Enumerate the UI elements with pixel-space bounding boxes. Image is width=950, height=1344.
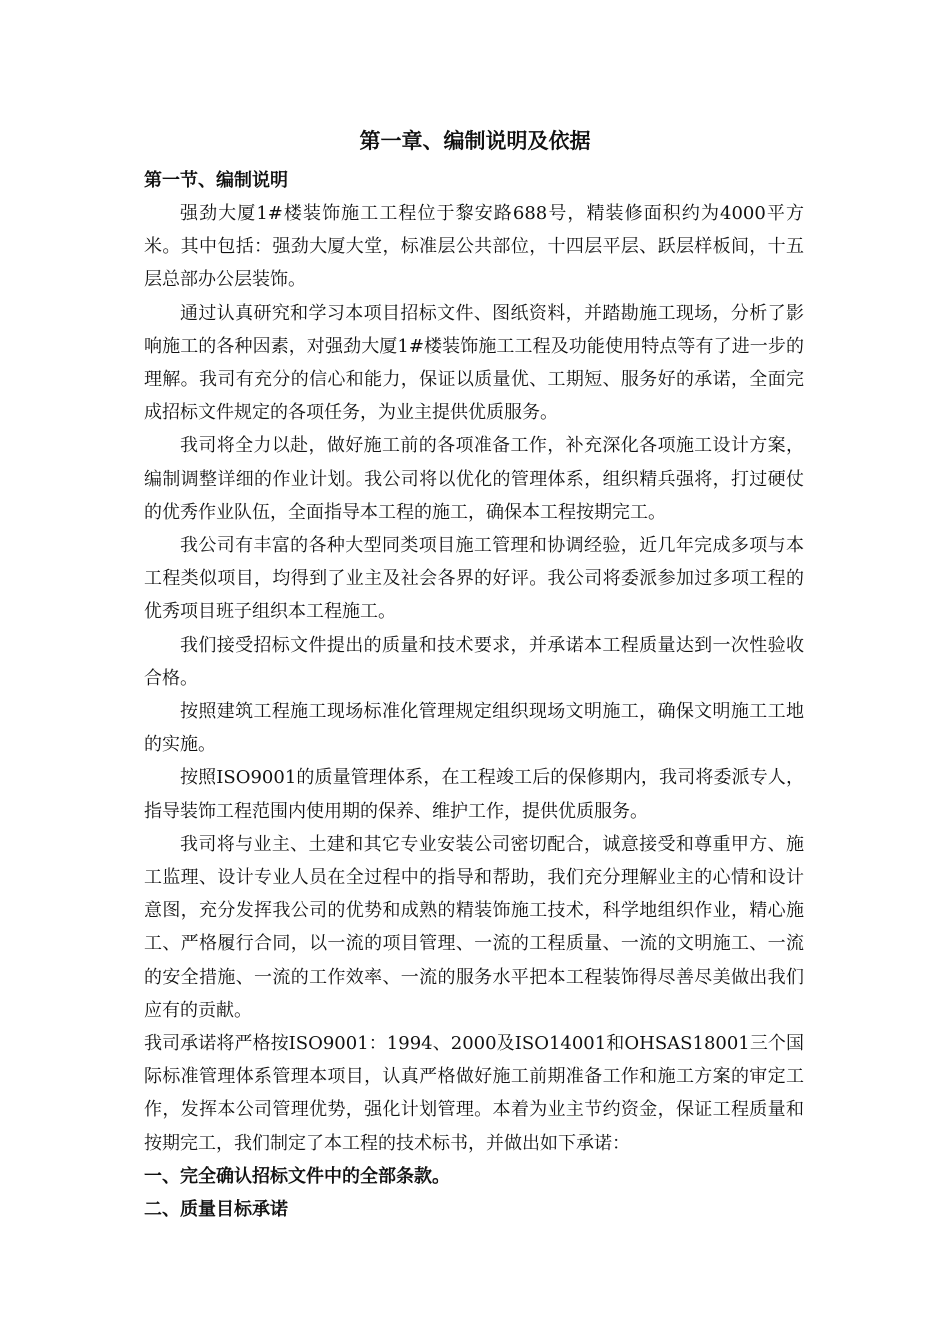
document-body — [144, 197, 804, 1226]
paragraph: 按照建筑工程施工现场标准化管理规定组织现场文明施工，确保文明施工工地的实施。 — [144, 701, 804, 756]
paragraph: 通过认真研究和学习本项目招标文件、图纸资料，并踏勘施工现场，分析了影响施工的各种因素，对强劲大厦1#楼装饰施工工程及功能使用特点等有了进一步的理解。我司有充分的信心和能力，保证以质量优、工期短、服务好的承诺，全面完成招标文件规定的各项任务，为业主提供优质服务。 — [144, 302, 804, 424]
closing-paragraph: 我司承诺将严格按ISO9001：1994、2000及ISO14001和OHSAS18001三个国际标准管理体系管理本项目，认真严格做好施工前期准备工作和施工方案的审定工作，发挥本公司管理优势，强化计划管理。本着为业主节约资金，保证工程质量和按期完工，我们制定了本工程的技术标书，并做出如下承诺： — [144, 1033, 804, 1154]
paragraph: 强劲大厦1#楼装饰施工工程位于黎安路688号，精装修面积约为4000平方米。其中包括：强劲大厦大堂，标准层公共部位，十四层平层、跃层样板间，十五层总部办公层装饰。 — [144, 203, 804, 291]
paragraph: 我司将全力以赴，做好施工前的各项准备工作，补充深化各项施工设计方案，编制调整详细的作业计划。我公司将以优化的管理体系，组织精兵强将，打过硬仗的优秀作业队伍，全面指导本工程的施工，确保本工程按期完工。 — [144, 435, 804, 523]
chapter-title: 第一章、编制说明及依据 — [359, 128, 591, 153]
commitment-heading: 二、质量目标承诺 — [144, 1199, 288, 1221]
paragraph: 我公司有丰富的各种大型同类项目施工管理和协调经验，近几年完成多项与本工程类似项目，均得到了业主及社会各界的好评。我公司将委派参加过多项工程的优秀项目班子组织本工程施工。 — [144, 535, 804, 623]
section-title: 第一节、编制说明 — [144, 170, 288, 191]
commitment-heading: 一、完全确认招标文件中的全部条款。 — [144, 1165, 450, 1187]
paragraph: 我们接受招标文件提出的质量和技术要求，并承诺本工程质量达到一次性验收合格。 — [144, 634, 804, 689]
paragraph: 按照ISO9001的质量管理体系，在工程竣工后的保修期内，我司将委派专人，指导装饰工程范围内使用期的保养、维护工作，提供优质服务。 — [144, 767, 804, 822]
paragraph: 我司将与业主、土建和其它专业安装公司密切配合，诚意接受和尊重甲方、施工监理、设计专业人员在全过程中的指导和帮助，我们充分理解业主的心情和设计意图，充分发挥我公司的优势和成熟的精装饰施工技术，科学地组织作业，精心施工、严格履行合同，以一流的项目管理、一流的工程质量、一流的文明施工、一流的安全措施、一流的工作效率、一流的服务水平把本工程装饰得尽善尽美做出我们应有的贡献。 — [144, 833, 804, 1021]
